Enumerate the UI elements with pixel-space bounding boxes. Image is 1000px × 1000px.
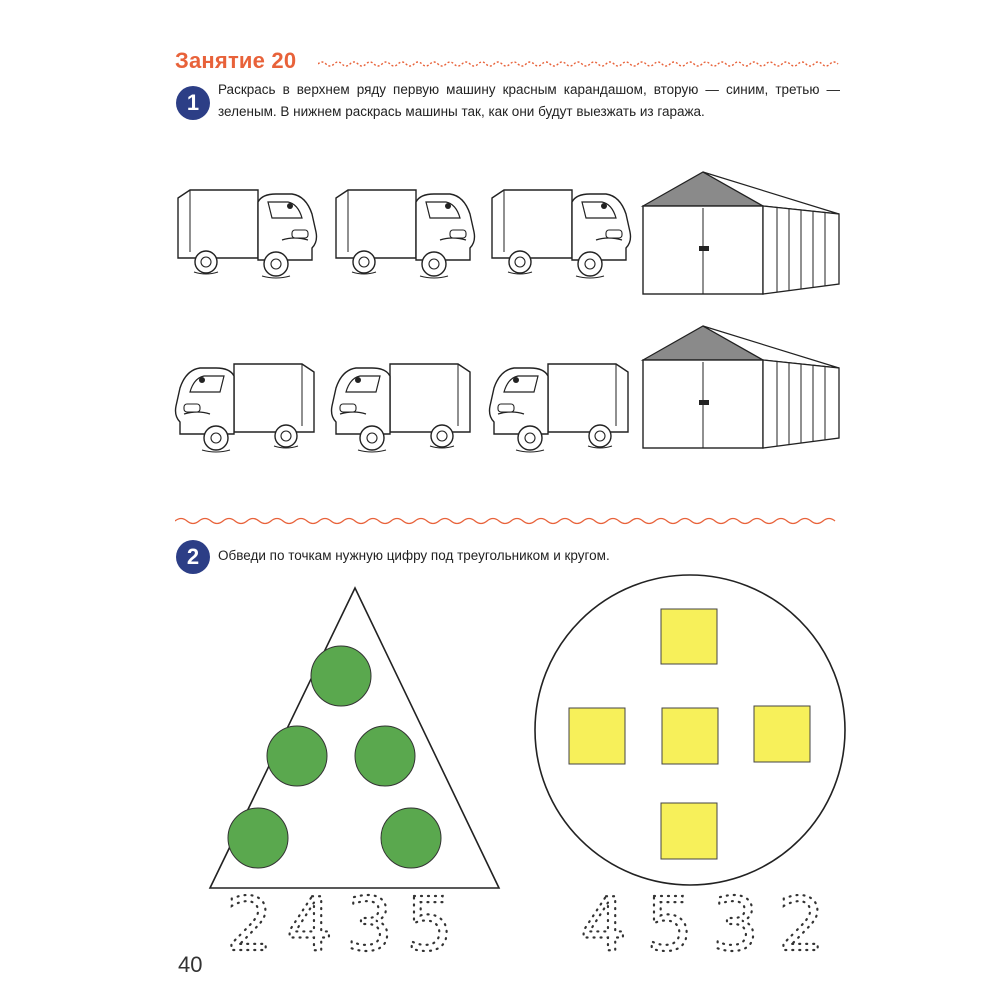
dotted-digit[interactable]: 4 <box>286 882 334 968</box>
task-1-badge: 1 <box>176 86 210 120</box>
truck-top-2 <box>336 190 475 278</box>
dotted-digit[interactable]: 3 <box>712 882 760 968</box>
dotted-digit[interactable]: 2 <box>778 882 826 968</box>
task-2-instruction: Обведи по точкам нужную цифру под треугольником и кругом. <box>218 548 610 563</box>
yellow-square <box>662 708 718 764</box>
truck-bottom-2 <box>332 364 471 452</box>
dotted-digit[interactable]: 2 <box>226 882 274 968</box>
yellow-square <box>754 706 810 762</box>
dotted-digit[interactable]: 5 <box>646 882 694 968</box>
truck-bottom-3 <box>490 364 629 452</box>
task-1-instruction: Раскрась в верхнем ряду первую машину красным карандашом, вторую — синим, третью — зеленым. В нижнем раскрась машины так, как они будут выезжать из гаража. <box>218 82 840 119</box>
garage-top <box>643 172 839 294</box>
task-2-badge: 2 <box>176 540 210 574</box>
dotted-digit[interactable]: 5 <box>406 882 454 968</box>
garage-bottom <box>643 326 839 448</box>
page-number: 40 <box>178 952 203 977</box>
truck-top-3 <box>492 190 631 278</box>
green-circle <box>311 646 371 706</box>
truck-top-1 <box>178 190 317 278</box>
lesson-title: Занятие 20 <box>175 48 297 73</box>
yellow-square <box>569 708 625 764</box>
green-circle <box>267 726 327 786</box>
green-circle <box>381 808 441 868</box>
dotted-digit[interactable]: 4 <box>580 882 628 968</box>
yellow-square <box>661 609 717 664</box>
yellow-square <box>661 803 717 859</box>
green-circle <box>228 808 288 868</box>
truck-bottom-1 <box>176 364 315 452</box>
dotted-digit[interactable]: 3 <box>346 882 394 968</box>
green-circle <box>355 726 415 786</box>
